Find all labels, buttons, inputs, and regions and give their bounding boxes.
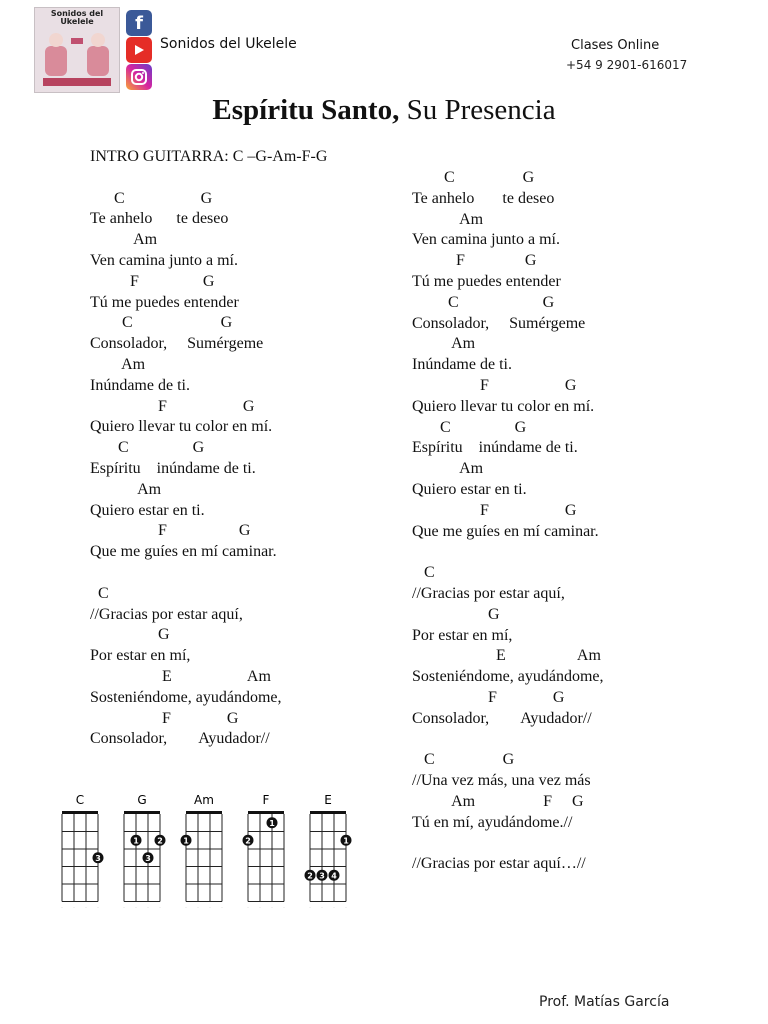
lyric-line: C G [412,169,535,186]
lyric-line: Quiero llevar tu color en mí. [412,397,595,415]
finger-number: 1 [133,836,139,846]
finger-number: 2 [307,871,313,881]
nut [248,811,284,814]
lyric-line: F G [412,252,537,270]
lyric-line: F G [412,501,577,519]
lyric-line: Ven camina junto a mí. [90,251,238,269]
chord-diagram-e [305,793,352,908]
chord-name: Am [194,793,214,807]
lyric-line: Am [90,480,162,498]
nut [310,811,346,814]
lyric-line: Quiero estar en ti. [412,480,527,498]
lyric-line: Am [412,335,476,353]
lyric-line: E Am [90,667,271,685]
lyric-line: C G [412,418,527,436]
finger-number: 1 [343,836,349,846]
lyric-line: Inúndame de ti. [90,376,190,394]
chord-diagram-g [122,793,166,908]
lyric-line: Espíritu inúndame de ti. [412,439,578,457]
chord-diagrams [50,788,370,908]
lyric-line: Am [412,210,484,228]
lyric-line: F G [412,376,577,394]
phone-number: +54 9 2901-616017 [566,58,688,72]
lyric-line: Tú en mí, ayudándome.// [412,813,573,831]
finger-number: 4 [331,871,337,881]
lyric-line: F G [90,709,239,727]
lyric-line [412,834,604,855]
chord-diagram-f [243,793,287,908]
nut [124,811,160,814]
lyric-line: F G [90,522,251,540]
page-title [0,94,768,127]
lyric-line: Inúndame de ti. [412,356,512,374]
lyric-line: Am [90,355,146,373]
lyric-line: //Gracias por estar aquí, [412,584,565,602]
lyric-line: Ven camina junto a mí. [412,231,560,249]
lyric-line: Sosteniéndome, ayudándome, [90,688,282,706]
chord-diagram-am [181,793,225,908]
lyric-line: Quiero llevar tu color en mí. [90,418,273,436]
finger-number: 3 [145,854,151,864]
finger-number: 1 [269,819,275,829]
finger-number: 2 [157,836,163,846]
instagram-icon[interactable] [126,64,152,90]
lyric-line: F G [412,688,565,706]
chord-diagram-c [60,793,104,908]
lyric-line: Consolador, Ayudador// [90,730,270,748]
lyric-line: C G [90,189,213,207]
lyric-line: Te anhelo te deseo [412,189,555,207]
logo [34,7,120,93]
logo-text: Sonidos del Ukelele [50,9,104,26]
clases-online: Clases Online [571,38,660,53]
lyrics-left-column [90,147,327,750]
title-rest: Su Presencia [399,94,556,126]
lyric-line: Que me guíes en mí caminar. [412,522,599,540]
lyric-line: G [90,626,170,644]
facebook-icon[interactable]: f [126,10,152,36]
chord-name: E [324,793,332,807]
lyric-line: Tú me puedes entender [90,293,239,311]
lyric-line: C G [412,293,555,311]
lyric-line: Am [412,460,484,478]
lyric-line: Por estar en mí, [412,626,513,644]
author-signature: Prof. Matías García [539,994,670,1010]
lyric-line: C G [90,314,233,332]
lyric-line: E Am [412,647,601,665]
finger-number: 1 [183,836,189,846]
finger-number: 2 [245,836,251,846]
lyric-line: Am [90,231,158,249]
lyric-line: C G [90,439,205,457]
finger-number: 3 [319,871,325,881]
lyric-line: C [90,584,109,602]
lyrics-right-column [412,168,604,875]
lyric-line: F G [90,272,215,290]
lyric-line: Por estar en mí, [90,647,191,665]
lyric-line: C [412,564,435,582]
lyric-line: //Gracias por estar aquí…// [412,855,586,873]
lyric-line: Quiero estar en ti. [90,501,205,519]
lyric-line [90,563,327,584]
lyric-line: Consolador, Ayudador// [412,709,592,727]
lyric-line: F G [90,397,255,415]
lyric-line: Te anhelo te deseo [90,210,229,228]
title-bold: Espíritu Santo, [212,94,400,126]
lyric-line: Consolador, Sumérgeme [412,314,586,332]
youtube-icon[interactable] [126,37,152,63]
chord-name: F [262,793,270,807]
brand-name: Sonidos del Ukelele [160,36,297,52]
lyric-line [412,730,604,751]
lyric-line: Espíritu inúndame de ti. [90,459,256,477]
lyric-line: Sosteniéndome, ayudándome, [412,668,604,686]
lyric-line: Tú me puedes entender [412,272,561,290]
chord-name: G [137,793,147,807]
nut [186,811,222,814]
lyric-line: Am F G [412,792,584,810]
lyric-line: //Gracias por estar aquí, [90,605,243,623]
lyric-line [412,542,604,563]
lyric-line [90,168,327,189]
chord-name: C [75,793,85,807]
lyric-line: G [412,605,500,623]
nut [62,811,98,814]
finger-number: 3 [95,854,101,864]
lyric-line: Que me guíes en mí caminar. [90,543,277,561]
lyric-line: //Una vez más, una vez más [412,772,591,790]
lyric-line: INTRO GUITARRA: C –G-Am-F-G [90,148,328,165]
lyric-line: C G [412,751,515,769]
lyric-line: Consolador, Sumérgeme [90,335,264,353]
